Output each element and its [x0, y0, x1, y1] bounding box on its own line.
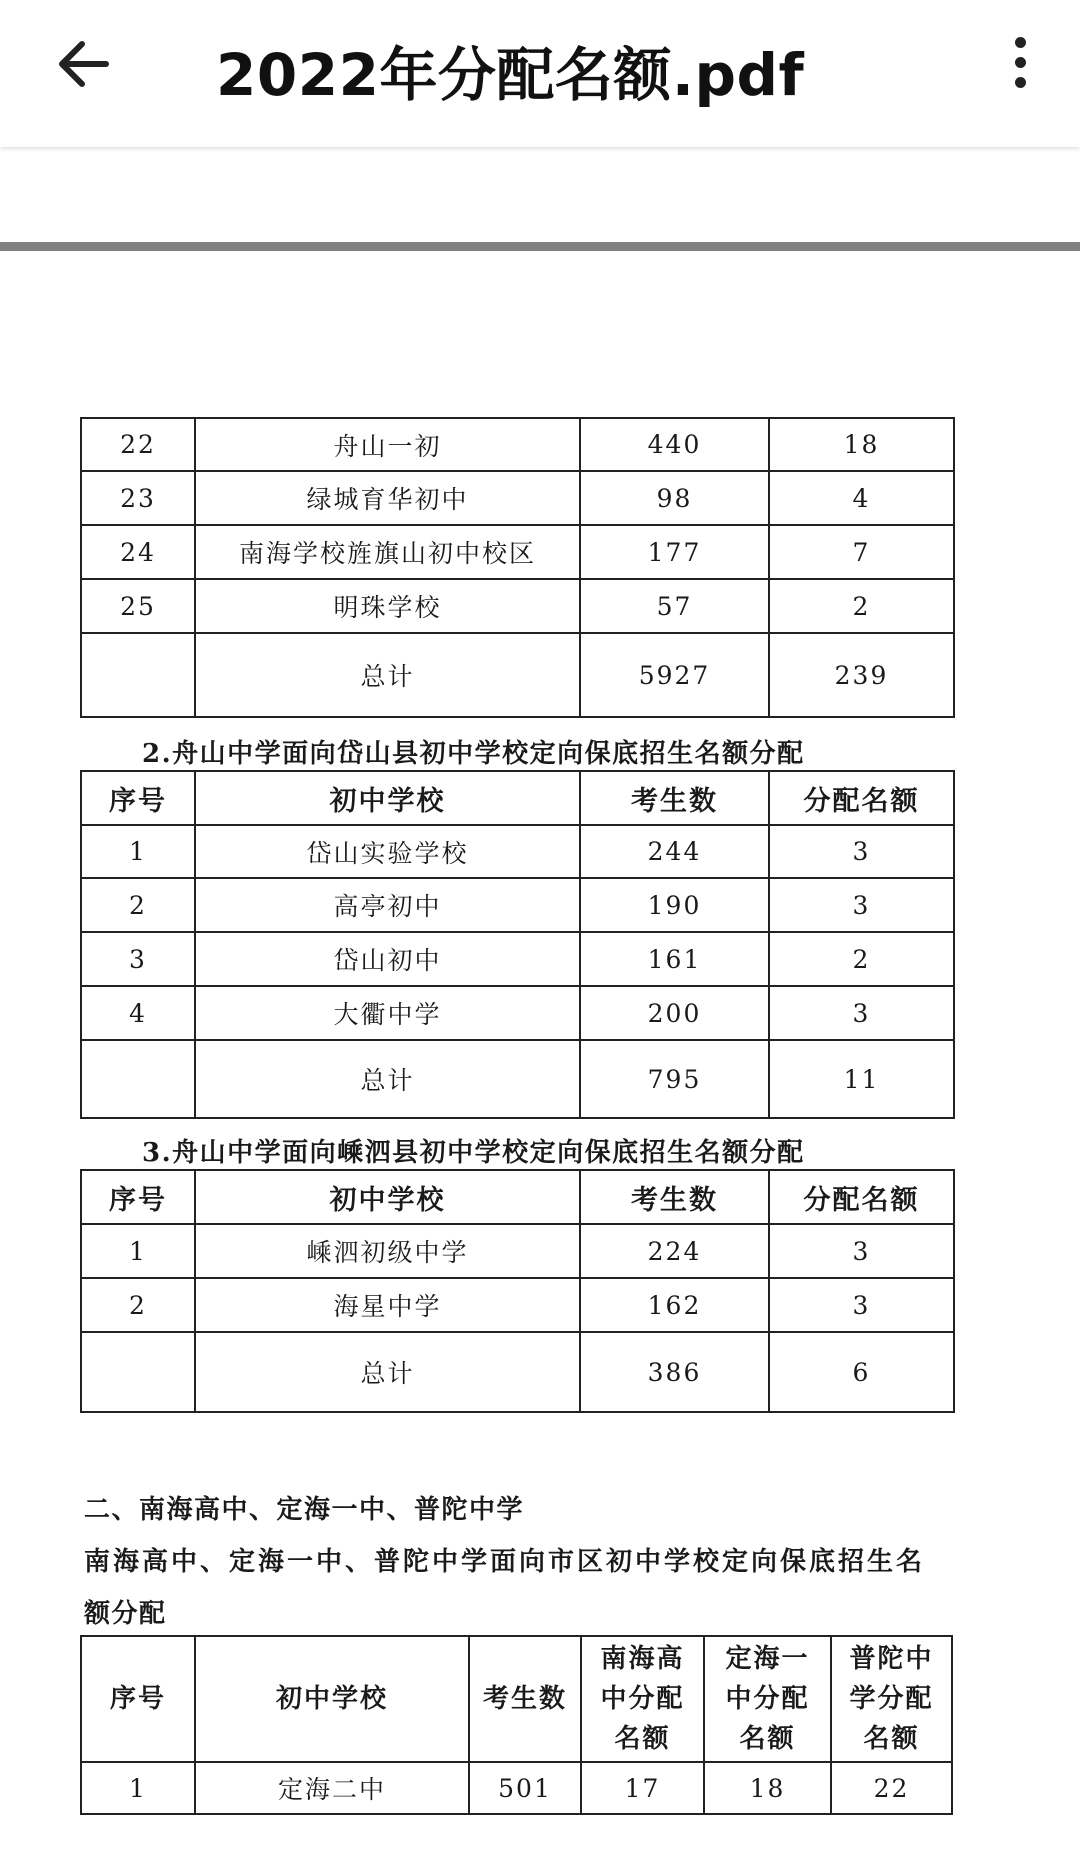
quota-count: 7	[769, 525, 954, 579]
table-row	[81, 878, 954, 932]
student-count: 98	[580, 471, 769, 525]
total-students: 386	[580, 1332, 769, 1412]
more-vert-icon	[990, 37, 1050, 88]
total-row	[81, 1332, 954, 1412]
total-students: 5927	[580, 633, 769, 717]
app-bar	[0, 0, 1080, 147]
table-header-row	[81, 771, 954, 825]
school-name: 岱山初中	[195, 932, 580, 986]
school-name: 绿城育华初中	[195, 471, 580, 525]
table-row	[81, 471, 954, 525]
student-count: 161	[580, 932, 769, 986]
putuo-quota: 22	[831, 1762, 952, 1814]
table-row	[81, 986, 954, 1040]
allocation-table-1	[80, 417, 955, 718]
header-quota: 分配名额	[769, 1170, 954, 1224]
school-name: 明珠学校	[195, 579, 580, 633]
header-quota: 分配名额	[769, 771, 954, 825]
school-name: 大衢中学	[195, 986, 580, 1040]
quota-count: 2	[769, 579, 954, 633]
total-row	[81, 1040, 954, 1118]
header-line: 学分配	[849, 1684, 934, 1714]
table-header-row	[81, 1636, 952, 1762]
back-button[interactable]	[46, 30, 126, 98]
section-3-title: 3.舟山中学面向嵊泗县初中学校定向保底招生名额分配	[142, 1138, 805, 1168]
header-line: 名额	[614, 1724, 671, 1754]
total-label: 总计	[195, 1332, 580, 1412]
header-dinghai-quota	[704, 1636, 831, 1762]
pdf-page	[0, 251, 1080, 1854]
total-row	[81, 633, 954, 717]
school-name: 南海学校旌旗山初中校区	[195, 525, 580, 579]
school-name: 海星中学	[195, 1278, 580, 1332]
row-number: 3	[81, 932, 195, 986]
student-count: 224	[580, 1224, 769, 1278]
header-line: 南海高	[600, 1644, 685, 1674]
header-students: 考生数	[469, 1636, 581, 1762]
table-row	[81, 1762, 952, 1814]
arrow-left-icon	[46, 30, 126, 98]
part-2-subtitle-line-1: 南海高中、定海一中、普陀中学面向市区初中学校定向保底招生名	[84, 1547, 926, 1577]
header-number: 序号	[81, 771, 195, 825]
table-row	[81, 825, 954, 878]
header-school: 初中学校	[195, 771, 580, 825]
header-line: 名额	[863, 1724, 920, 1754]
part-2-subtitle-line-2: 额分配	[84, 1599, 167, 1629]
student-count: 200	[580, 986, 769, 1040]
row-number: 1	[81, 1762, 195, 1814]
header-students: 考生数	[580, 1170, 769, 1224]
allocation-table-3	[80, 1169, 955, 1413]
quota-count: 3	[769, 1224, 954, 1278]
total-label: 总计	[195, 633, 580, 717]
row-number: 2	[81, 878, 195, 932]
allocation-table-4	[80, 1635, 953, 1815]
total-students: 795	[580, 1040, 769, 1118]
student-count: 57	[580, 579, 769, 633]
total-quota: 239	[769, 633, 954, 717]
table-row	[81, 579, 954, 633]
header-school: 初中学校	[195, 1636, 469, 1762]
header-number: 序号	[81, 1170, 195, 1224]
part-2-heading: 二、南海高中、定海一中、普陀中学	[84, 1495, 525, 1525]
student-count: 190	[580, 878, 769, 932]
school-name: 高亭初中	[195, 878, 580, 932]
school-name: 舟山一初	[195, 418, 580, 471]
header-nanhai-quota	[581, 1636, 704, 1762]
total-label: 总计	[195, 1040, 580, 1118]
table-row	[81, 932, 954, 986]
student-count: 244	[580, 825, 769, 878]
total-quota: 11	[769, 1040, 954, 1118]
row-number: 4	[81, 986, 195, 1040]
empty-cell	[81, 1040, 195, 1118]
quota-count: 4	[769, 471, 954, 525]
school-name: 嵊泗初级中学	[195, 1224, 580, 1278]
student-count: 501	[469, 1762, 581, 1814]
empty-cell	[81, 633, 195, 717]
school-name: 岱山实验学校	[195, 825, 580, 878]
header-students: 考生数	[580, 771, 769, 825]
quota-count: 3	[769, 878, 954, 932]
document-title: 2022年分配名额.pdf	[216, 41, 805, 109]
total-quota: 6	[769, 1332, 954, 1412]
student-count: 440	[580, 418, 769, 471]
school-name: 定海二中	[195, 1762, 469, 1814]
row-number: 22	[81, 418, 195, 471]
nanhai-quota: 17	[581, 1762, 704, 1814]
row-number: 2	[81, 1278, 195, 1332]
quota-count: 3	[769, 1278, 954, 1332]
table-header-row	[81, 1170, 954, 1224]
header-line: 名额	[739, 1724, 796, 1754]
student-count: 162	[580, 1278, 769, 1332]
header-number: 序号	[81, 1636, 195, 1762]
row-number: 23	[81, 471, 195, 525]
page-divider	[0, 242, 1080, 251]
header-putuo-quota	[831, 1636, 952, 1762]
empty-cell	[81, 1332, 195, 1412]
table-row	[81, 418, 954, 471]
row-number: 1	[81, 1224, 195, 1278]
header-school: 初中学校	[195, 1170, 580, 1224]
header-line: 中分配	[725, 1684, 810, 1714]
quota-count: 2	[769, 932, 954, 986]
row-number: 1	[81, 825, 195, 878]
header-line: 中分配	[600, 1684, 685, 1714]
row-number: 24	[81, 525, 195, 579]
quota-count: 3	[769, 825, 954, 878]
more-options-button[interactable]	[990, 30, 1050, 98]
quota-count: 3	[769, 986, 954, 1040]
quota-count: 18	[769, 418, 954, 471]
table-row	[81, 1278, 954, 1332]
dinghai-quota: 18	[704, 1762, 831, 1814]
section-2-title: 2.舟山中学面向岱山县初中学校定向保底招生名额分配	[142, 739, 805, 769]
student-count: 177	[580, 525, 769, 579]
row-number: 25	[81, 579, 195, 633]
table-row	[81, 1224, 954, 1278]
header-line: 定海一	[725, 1644, 810, 1674]
table-row	[81, 525, 954, 579]
allocation-table-2	[80, 770, 955, 1119]
header-line: 普陀中	[849, 1644, 934, 1674]
